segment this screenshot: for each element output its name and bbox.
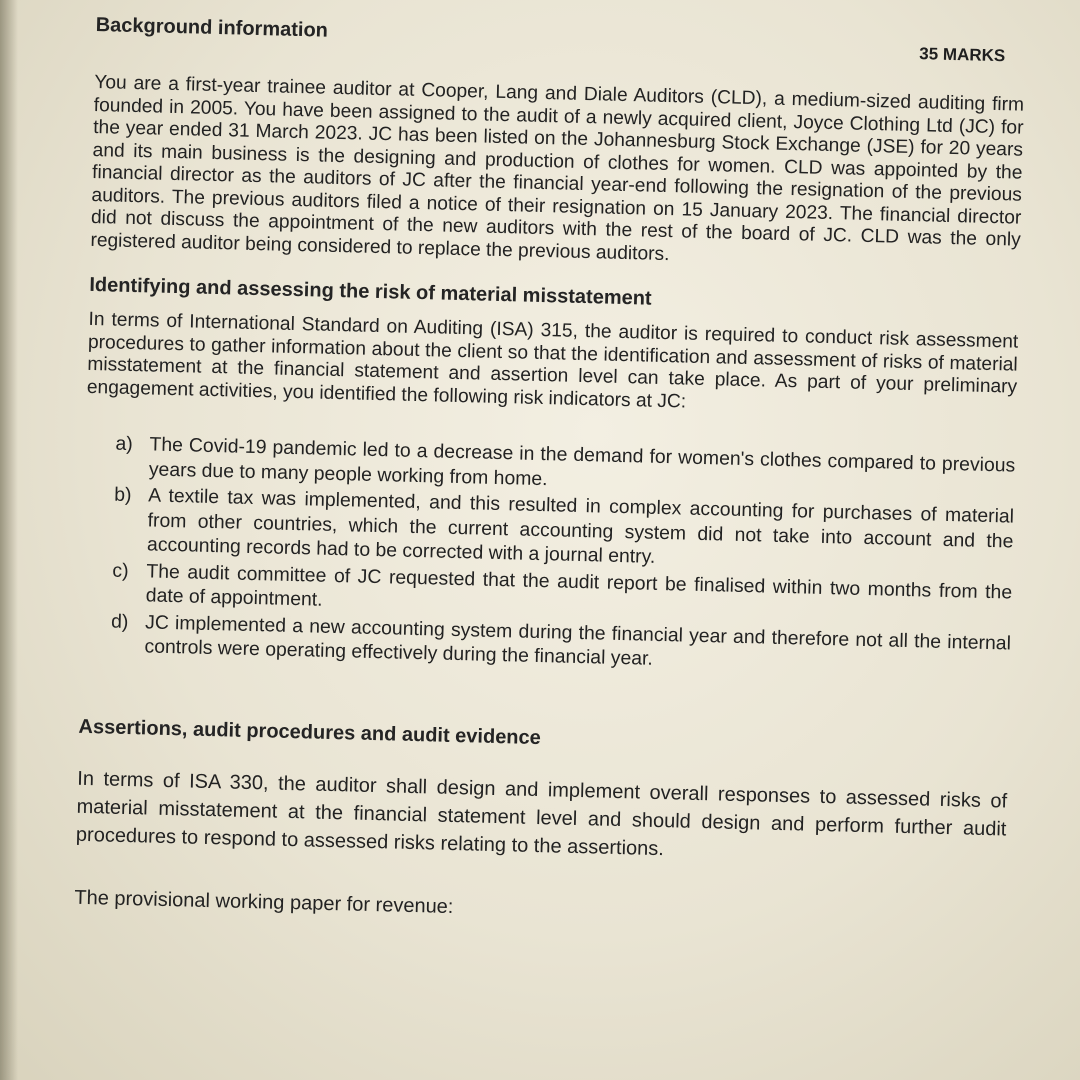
provisional-working-paper-label: The provisional working paper for revenue: <box>74 886 454 918</box>
list-marker: b) <box>113 483 132 507</box>
heading-assertions: Assertions, audit procedures and audit evidence <box>78 715 542 749</box>
risk-indicator-text: JC implemented a new accounting system during the financial year and therefore not all the internal controls were operating effectively during the financial year. <box>144 610 1012 670</box>
risk-indicator-text: The audit committee of JC requested that the audit report be finalised within two months from the date of appointment. <box>145 559 1013 611</box>
marks-label: 35 MARKS <box>919 44 1006 66</box>
page-edge-shadow <box>0 0 18 1080</box>
list-marker: c) <box>112 559 129 582</box>
heading-risk-identification: Identifying and assessing the risk of material misstatement <box>89 273 652 310</box>
document-sheet <box>74 14 1026 952</box>
risk-indicator-text: The Covid-19 pandemic led to a decrease in the demand for women's clothes compared to previous years due to many people working from home. <box>148 433 1016 490</box>
document-header <box>95 14 1026 83</box>
risk-indicator-text: A textile tax was implemented, and this resulted in complex accounting for purchases of material from other countries, which the current accounting system did not take into account and the accounting records had to be corrected with a journal entry. <box>146 484 1015 568</box>
list-marker: a) <box>115 432 134 456</box>
risk-indicator-list <box>80 431 1015 680</box>
heading-background-information: Background information <box>95 14 329 42</box>
list-marker: d) <box>110 610 129 633</box>
paragraph-isa-330: In terms of ISA 330, the auditor shall design and implement overall responses to assessed risks of material misstatement at the financial statement level and should design and perform further audit procedures to respond to assessed risks relating to the assertions. <box>75 767 1008 860</box>
paragraph-isa-315: In terms of International Standard on Auditing (ISA) 315, the auditor is required to conduct risk assessment procedures to gather information about the client so that the identification and assessment of risks of material misstatement at the financial statement and assertion level can take place. As part of your preliminary engagement activities, you identified the following risk indicators at JC: <box>86 308 1019 413</box>
paragraph-background: You are a first-year trainee auditor at Cooper, Lang and Diale Auditors (CLD), a medium-sized auditing firm founded in 2005. You have been assigned to the audit of a newly acquired client, Joyce Clothing Ltd (JC) for the year ended 31 March 2023. JC has been listed on the Johannesburg Stock Exchange (JSE) for 20 years and its main business is the designing and production of clothes for women. CLD was appointed by the financial director as the auditors of JC after the financial year-end following the resignation of the previous auditors. The previous auditors filed a notice of their resignation on 15 January 2023. The financial director did not discuss the appointment of the new auditors with the rest of the board of JC. CLD was the only registered auditor being considered to replace the previous auditors. <box>90 71 1025 265</box>
